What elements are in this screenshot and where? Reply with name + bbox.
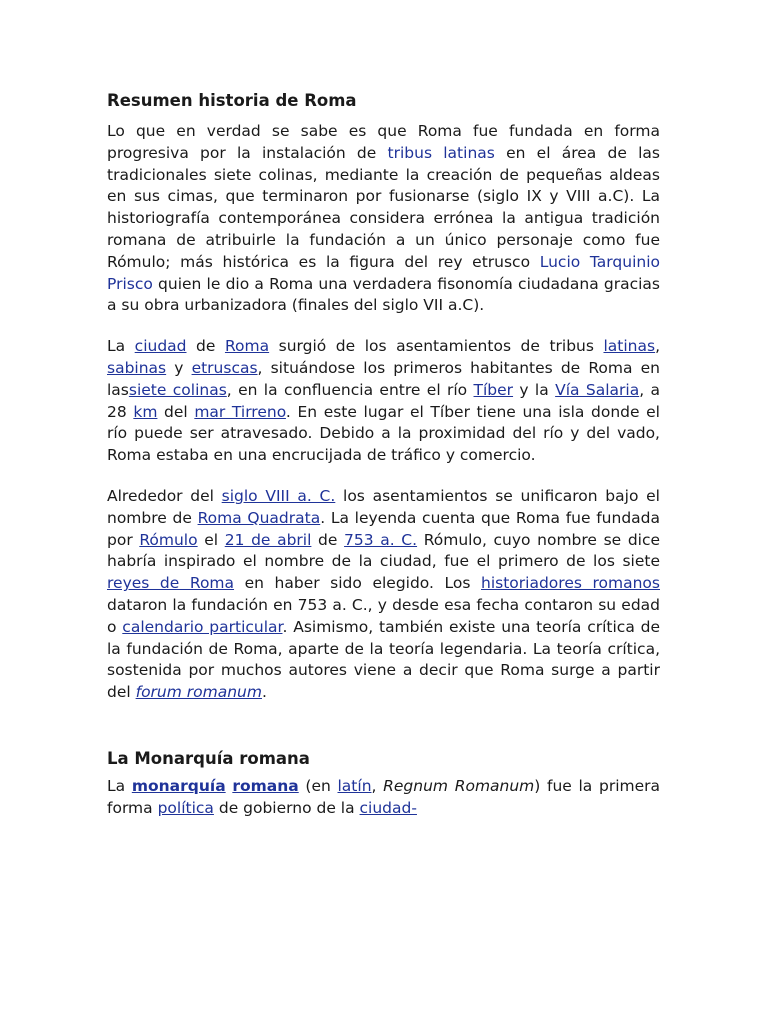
link-via-salaria[interactable]: Vía Salaria [555, 380, 640, 399]
link-latin[interactable]: latín [337, 776, 372, 795]
text-segment: dataron la fundación en 753 a. C., y desde esa fecha contaron su edad o [107, 595, 660, 636]
text-segment: La [107, 776, 132, 795]
text-segment: Lo que en verdad se sabe es que Roma fue fundada en forma progresiva por la instalación de [107, 122, 660, 162]
link-tribus-latinas[interactable]: tribus latinas [387, 143, 495, 162]
link-roma[interactable]: Roma [224, 337, 270, 356]
link-siete-colinas[interactable]: siete colinas [128, 380, 227, 399]
text-regnum-romanum: Regnum Romanum [383, 776, 535, 795]
link-km[interactable]: km [133, 402, 158, 421]
text-segment: del [157, 402, 195, 421]
link-ciudad[interactable]: ciudad [134, 337, 187, 356]
paragraph-origen [107, 336, 660, 467]
link-forum-romanum[interactable]: forum romanum [135, 683, 262, 702]
link-calendario-particular[interactable]: calendario particular [122, 617, 283, 636]
link-politica[interactable]: política [157, 798, 214, 817]
document-page [107, 90, 660, 820]
link-reyes-de-roma[interactable]: reyes de Roma [107, 574, 235, 593]
text-segment: el [197, 530, 225, 549]
text-segment: los asentamientos se unificaron bajo el nombre de [107, 486, 660, 527]
text-segment: de [186, 337, 225, 356]
link-753-ac[interactable]: 753 a. C. [344, 530, 418, 549]
link-21-de-abril[interactable]: 21 de abril [224, 530, 312, 549]
link-sabinas[interactable]: sabinas [107, 358, 167, 377]
text-segment: . Asimismo, también existe una teoría crítica de la fundación de Roma, aparte de la teoría legendaria. La teoría crítica, sostenida por muchos autores viene a decir que Roma surge a partir del [107, 617, 660, 702]
text-segment: . En este lugar el Tíber tiene una isla donde el río puede ser atravesado. Debido a la proximidad del río y del vado, Roma estaba en una encrucijada de tráfico y comercio. [107, 402, 660, 465]
paragraph-fundacion [107, 486, 660, 704]
link-romana[interactable]: romana [232, 776, 299, 795]
paragraph-intro [107, 121, 660, 317]
link-mar-tirreno[interactable]: mar Tirreno [194, 402, 286, 421]
link-ciudad-estado[interactable]: ciudad- [359, 798, 417, 817]
text-segment: y la [513, 380, 556, 399]
text-segment: (en [298, 776, 338, 795]
link-roma-quadrata[interactable]: Roma Quadrata [197, 508, 321, 527]
text-segment: ) fue la primera forma [107, 776, 661, 817]
text-segment: de [311, 530, 345, 549]
text-segment: , en la confluencia entre el río [226, 380, 474, 399]
link-monarquia[interactable]: monarquía [131, 776, 226, 795]
text-segment: Alrededor del [107, 486, 222, 505]
heading-resumen: Resumen historia de Roma [107, 91, 357, 110]
heading-monarquia: La Monarquía romana [107, 748, 310, 768]
text-segment: y [166, 358, 192, 377]
text-segment: quien le dio a Roma una verdadera fisonomía ciudadana gracias a su obra urbanizadora (finales del siglo VII a.C). [107, 274, 660, 315]
text-segment: , situándose los primeros habitantes de Roma en las [107, 358, 660, 399]
text-segment: Rómulo, cuyo nombre se dice habría inspirado el nombre de la ciudad, fue el primero de los siete [107, 530, 661, 571]
link-tiber[interactable]: Tíber [473, 380, 514, 399]
link-romulo[interactable]: Rómulo [139, 530, 198, 549]
text-segment: de gobierno de la [213, 798, 360, 817]
link-historiadores-romanos[interactable]: historiadores romanos [481, 574, 660, 593]
link-siglo-viii[interactable]: siglo VIII a. C. [221, 486, 336, 505]
link-etruscas[interactable]: etruscas [191, 358, 258, 377]
link-latinas[interactable]: latinas [603, 337, 656, 356]
text-segment: en el área de las tradicionales siete colinas, mediante la creación de pequeñas aldeas en sus cimas, que terminaron por fusionarse (siglo IX y VIII a.C). La historiografía contemporánea considera errónea la antigua tradición romana de atribuirle la fundación a un único personaje como fue Rómulo; más histórica es la figura del rey etrusco [107, 143, 660, 271]
text-segment: , a 28 [107, 380, 660, 421]
text-segment: surgió de los asentamientos de tribus [269, 337, 604, 356]
text-segment: . [261, 683, 267, 702]
text-segment: en haber sido elegido. Los [234, 574, 482, 593]
text-segment: La [107, 337, 135, 356]
paragraph-monarquia [107, 776, 660, 820]
text-segment: . La leyenda cuenta que Roma fue fundada por [107, 508, 661, 549]
text-segment: , [655, 337, 661, 356]
link-lucio-tarquinio-prisco[interactable]: Lucio Tarquinio Prisco [107, 252, 660, 293]
text-segment: , [371, 776, 384, 795]
